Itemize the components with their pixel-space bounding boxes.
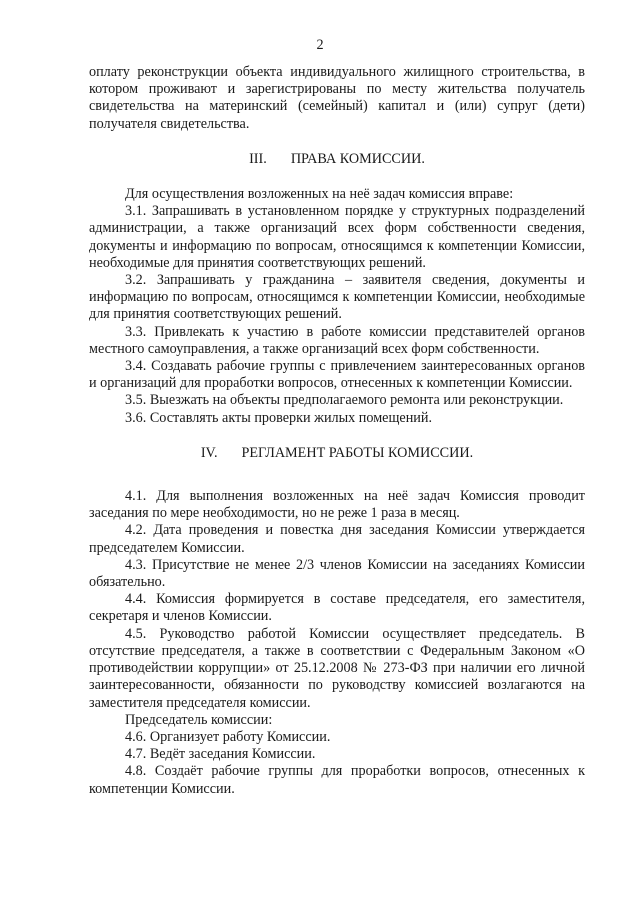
section-4-item: 4.2. Дата проведения и повестка дня заседания Комиссии утверждается председателем Комиссии. xyxy=(89,522,585,556)
section-3-item: 3.6. Составлять акты проверки жилых помещений. xyxy=(125,409,433,426)
section-3-number: III. xyxy=(249,150,267,167)
document-body xyxy=(89,64,585,798)
section-3-item: 3.4. Создавать рабочие группы с привлечением заинтересованных органов и организаций для проработки вопросов, отнесенных к компетенции Комиссии. xyxy=(89,358,585,392)
chair-item: 4.6. Организует работу Комиссии. xyxy=(125,728,331,745)
section-4-item: 4.1. Для выполнения возложенных на неё задач Комиссия проводит заседания по мере необходимости, но не реже 1 раза в месяц. xyxy=(89,488,585,522)
intro-paragraph: оплату реконструкции объекта индивидуального жилищного строительства, в котором проживают и зарегистрированы по месту жительства получатель свидетельства на материнский (семейный) капитал и (или) супруг (дети) получателя свидетельства. xyxy=(89,64,585,132)
page-number: 2 xyxy=(316,37,324,53)
section-4-item: 4.5. Руководство работой Комиссии осуществляет председатель. В отсутствие председателя, а также в соответствии с Федеральным Законом «О противодействии коррупции» от 25.12.2008 № 273-ФЗ при наличии его личной заинтересованности, обязанности по руководству комиссией возлагаются на заместителя председателя комиссии. xyxy=(89,625,585,711)
section-3-lead: Для осуществления возложенных на неё задач комиссия вправе: xyxy=(125,186,514,203)
section-4-number: IV. xyxy=(200,444,218,461)
section-3-item: 3.5. Выезжать на объекты предполагаемого ремонта или реконструкции. xyxy=(125,392,564,409)
chair-item: 4.7. Ведёт заседания Комиссии. xyxy=(125,746,316,763)
section-4-title: РЕГЛАМЕНТ РАБОТЫ КОМИССИИ. xyxy=(241,444,474,461)
section-3-item: 3.1. Запрашивать в установленном порядке у структурных подразделений администрации, а также организаций всех форм собственности сведения, документы и информацию по вопросам, относящимся к компетенции Комиссии, необходимые для принятия соответствующих решений. xyxy=(89,203,585,271)
chair-lead: Председатель комиссии: xyxy=(125,711,273,728)
chair-item: 4.8. Создаёт рабочие группы для проработки вопросов, отнесенных к компетенции Комиссии. xyxy=(89,763,585,797)
section-3-item: 3.3. Привлекать к участию в работе комиссии представителей органов местного самоуправления, а также организаций всех форм собственности. xyxy=(89,323,585,357)
section-4-heading xyxy=(89,445,585,462)
section-4-item: 4.3. Присутствие не менее 2/3 членов Комиссии на заседаниях Комиссии обязательно. xyxy=(89,556,585,591)
section-4-item: 4.4. Комиссия формируется в составе председателя, его заместителя, секретаря и членов Комиссии. xyxy=(89,591,585,625)
section-3-heading xyxy=(89,151,585,168)
section-3-item: 3.2. Запрашивать у гражданина – заявителя сведения, документы и информацию по вопросам, относящимся к компетенции Комиссии, необходимые для принятия соответствующих решений. xyxy=(89,272,585,323)
section-3-title: ПРАВА КОМИССИИ. xyxy=(290,150,425,167)
